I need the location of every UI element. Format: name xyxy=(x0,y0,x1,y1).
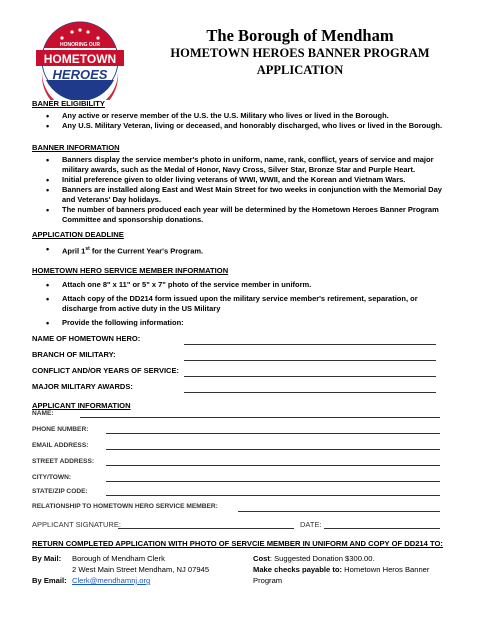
signature-field[interactable] xyxy=(118,528,294,529)
signature-label: APPLICANT SIGNATURE: xyxy=(32,520,121,529)
relationship-label: RELATIONSHIP TO HOMETOWN HERO SERVICE MEMBER: xyxy=(32,503,218,510)
list-item: • Banners display the service member's photo in uniform, name, rank, conflict, years of service and major military awards, such as the Medal of Honor, Navy Cross, Silver Star, Bronze Star and Purple Heart. xyxy=(46,155,446,175)
hero-name-field[interactable] xyxy=(184,344,436,345)
list-item: • Any active or reserve member of the U.S. the U.S. Military who lives or lived in the Borough. xyxy=(46,111,446,121)
checks-text: Make checks payable to: Hometown Heros Banner Program xyxy=(253,565,430,585)
state-zip-label: STATE/ZIP CODE: xyxy=(32,488,88,495)
city-field[interactable] xyxy=(106,481,440,482)
list-item: • Provide the following information: xyxy=(46,318,446,328)
logo-word-heroes: HEROES xyxy=(52,67,108,82)
awards-label: MAJOR MILITARY AWARDS: xyxy=(32,382,133,391)
street-field[interactable] xyxy=(106,465,440,466)
relationship-field[interactable] xyxy=(238,511,440,512)
email-link[interactable]: Clerk@mendhamnj.org xyxy=(72,576,151,585)
return-heading: RETURN COMPLETED APPLICATION WITH PHOTO OF SERVCIE MEMBER IN UNIFORM AND COPY OF DD214 TO: xyxy=(32,539,443,548)
email-field[interactable] xyxy=(106,449,440,450)
list-item: • Attach one 8" x 11" or 5" x 7" photo of the service member in uniform. xyxy=(46,280,446,290)
date-label: DATE: xyxy=(300,520,322,529)
banner-info-heading: BANNER INFORMATION xyxy=(32,143,120,152)
state-zip-field[interactable] xyxy=(106,495,440,496)
date-field[interactable] xyxy=(324,528,440,529)
page-subtitle-2: APPLICATION xyxy=(256,63,344,77)
phone-label: PHONE NUMBER: xyxy=(32,426,89,433)
eligibility-heading: BANER ELIGIBILITY xyxy=(32,99,105,108)
mail-line-1: Borough of Mendham Clerk xyxy=(72,554,165,563)
hero-name-label: NAME OF HOMETOWN HERO: xyxy=(32,334,141,343)
branch-field[interactable] xyxy=(184,360,436,361)
by-mail-label: By Mail: xyxy=(32,554,62,563)
banner-info-list xyxy=(46,155,446,225)
street-label: STREET ADDRESS: xyxy=(32,458,95,465)
service-member-heading: HOMETOWN HERO SERVICE MEMBER INFORMATION xyxy=(32,266,229,275)
applicant-heading: APPLICANT INFORMATION xyxy=(32,401,131,410)
list-item: • Any U.S. Military Veteran, living or deceased, and honorably discharged, who lives or lived in the Borough. xyxy=(46,121,446,131)
list-item: • Banners are installed along East and West Main Street for two weeks in conjunction with the Memorial Day and Veterans' Day holidays. xyxy=(46,185,446,205)
awards-field[interactable] xyxy=(184,392,436,393)
branch-label: BRANCH OF MILITARY: xyxy=(32,350,116,359)
list-item: • Initial preference given to older living veterans of WWI, WWII, and the Korean and Vietnam Wars. xyxy=(46,175,446,185)
list-item: • Attach copy of the DD214 form issued upon the military service member's retirement, separation, or discharge from active duty in the US Military xyxy=(46,294,446,314)
logo-word-hometown: HOMETOWN xyxy=(43,52,117,66)
cost-text: Cost: Suggested Donation $300.00. xyxy=(253,554,375,563)
deadline-heading: APPLICATION DEADLINE xyxy=(32,230,124,239)
page-title: The Borough of Mendham xyxy=(206,26,394,45)
email-label: EMAIL ADDRESS: xyxy=(32,442,89,449)
mail-line-2: 2 West Main Street Mendham, NJ 07945 xyxy=(72,565,210,574)
page-subtitle: HOMETOWN HEROES BANNER PROGRAM xyxy=(170,46,430,60)
hometown-heroes-logo xyxy=(32,20,128,100)
applicant-name-label: NAME: xyxy=(32,410,54,417)
logo-top-text: HONORING OUR xyxy=(60,42,100,48)
service-member-list xyxy=(46,280,446,328)
eligibility-list xyxy=(46,111,446,131)
phone-field[interactable] xyxy=(106,433,440,434)
city-label: CITY/TOWN: xyxy=(32,474,72,481)
by-email-label: By Email: xyxy=(32,576,67,585)
deadline-list xyxy=(46,244,446,257)
conflict-field[interactable] xyxy=(184,376,436,377)
list-item: • The number of banners produced each year will be determined by the Hometown Heroes Banner Program Committee and sponsorship donations. xyxy=(46,205,446,225)
applicant-name-field[interactable] xyxy=(80,417,440,418)
conflict-label: CONFLICT AND/OR YEARS OF SERVICE: xyxy=(32,366,179,375)
list-item: • April 1st for the Current Year's Program. xyxy=(46,244,446,257)
